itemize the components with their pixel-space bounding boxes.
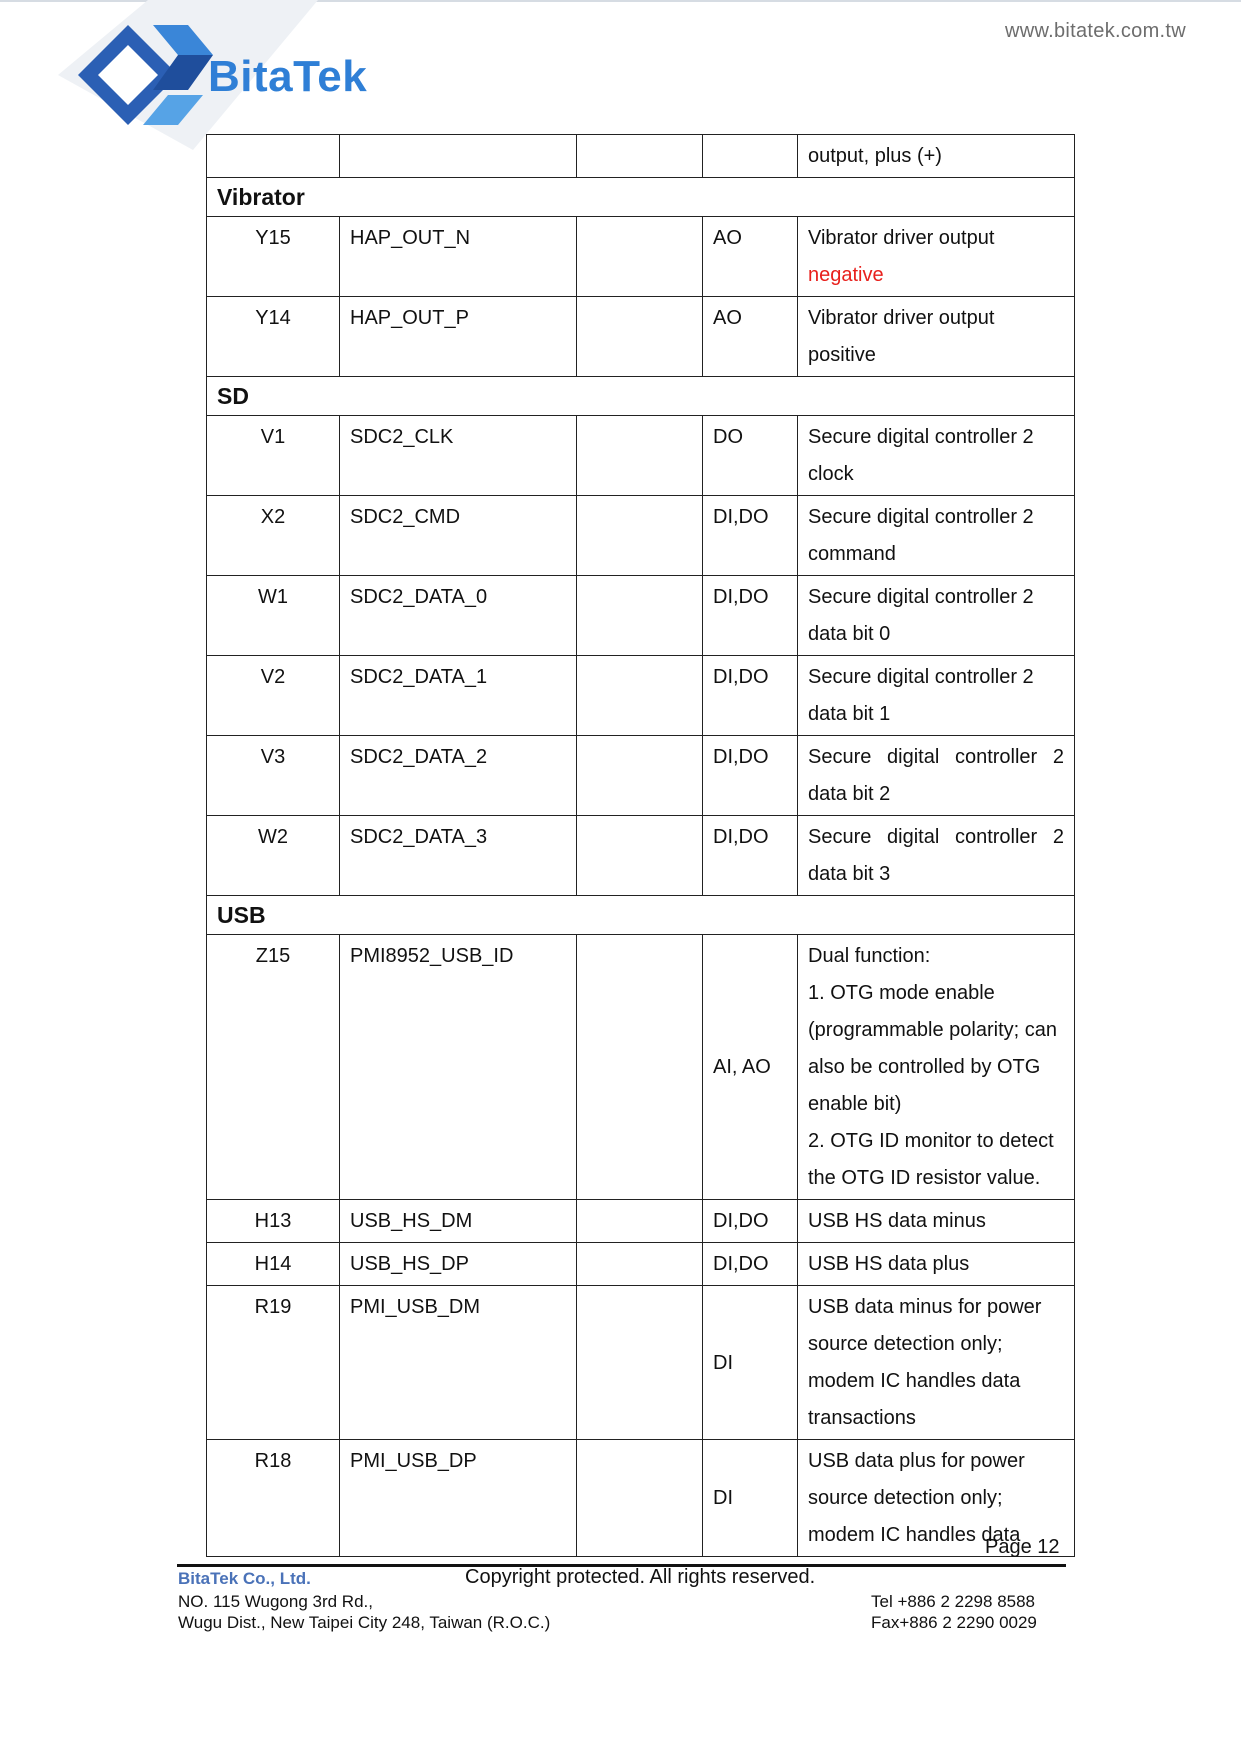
section-title: USB xyxy=(207,896,1075,935)
address-line-2: Wugu Dist., New Taipei City 248, Taiwan (R.O.C.) xyxy=(178,1613,551,1632)
table-row xyxy=(207,816,1075,896)
telephone: Tel +886 2 2298 8588 xyxy=(871,1592,1036,1611)
description-cell: Secure digital controller 2 data bit 2 xyxy=(798,736,1075,816)
table-row xyxy=(207,496,1075,576)
section-row-vibrator xyxy=(207,178,1075,217)
description-cell: Vibrator driver output positive xyxy=(798,297,1075,377)
company-name: BitaTek Co., Ltd. xyxy=(178,1569,311,1588)
type-cell: DI,DO xyxy=(703,816,798,896)
type-cell: DI,DO xyxy=(703,1200,798,1243)
pin-cell: W1 xyxy=(207,576,340,656)
copyright-notice: Copyright protected. All rights reserved. xyxy=(465,1566,816,1588)
description-cell: Secure digital controller 2 clock xyxy=(798,416,1075,496)
address-line-1: NO. 115 Wugong 3rd Rd., xyxy=(178,1592,373,1611)
table-row xyxy=(207,576,1075,656)
type-cell: AO xyxy=(703,217,798,297)
pin-cell: V3 xyxy=(207,736,340,816)
table-row xyxy=(207,217,1075,297)
description-cell: output, plus (+) xyxy=(798,135,1075,178)
pin-cell: R18 xyxy=(207,1440,340,1557)
description-cell: Secure digital controller 2 command xyxy=(798,496,1075,576)
type-cell: DO xyxy=(703,416,798,496)
blank-cell xyxy=(577,297,703,377)
section-title: Vibrator xyxy=(207,178,1075,217)
table-row xyxy=(207,135,1075,178)
blank-cell xyxy=(577,135,703,178)
pin-cell: Y15 xyxy=(207,217,340,297)
blank-cell xyxy=(577,576,703,656)
description-cell xyxy=(798,217,1075,297)
blank-cell xyxy=(577,1200,703,1243)
website-url: www.bitatek.com.tw xyxy=(1004,20,1186,42)
signal-cell: SDC2_CLK xyxy=(340,416,577,496)
signal-cell: PMI_USB_DP xyxy=(340,1440,577,1557)
type-cell: AO xyxy=(703,297,798,377)
type-cell: DI xyxy=(703,1440,798,1557)
signal-cell: USB_HS_DM xyxy=(340,1200,577,1243)
blank-cell xyxy=(577,416,703,496)
signal-cell: SDC2_DATA_2 xyxy=(340,736,577,816)
blank-cell xyxy=(577,1286,703,1440)
description-line: 2. OTG ID monitor to detect the OTG ID resistor value. xyxy=(808,1130,1054,1189)
signal-cell xyxy=(340,135,577,178)
pin-table xyxy=(206,134,1075,1557)
signal-cell: PMI_USB_DM xyxy=(340,1286,577,1440)
blank-cell xyxy=(577,496,703,576)
section-row-sd xyxy=(207,377,1075,416)
table-row xyxy=(207,935,1075,1200)
type-cell: DI,DO xyxy=(703,576,798,656)
pin-cell: V2 xyxy=(207,656,340,736)
signal-cell: SDC2_DATA_1 xyxy=(340,656,577,736)
description-cell xyxy=(798,935,1075,1200)
type-cell: DI,DO xyxy=(703,736,798,816)
logo-wordmark: BitaTek xyxy=(208,52,368,101)
pin-cell: X2 xyxy=(207,496,340,576)
description-highlight: negative xyxy=(808,264,884,286)
pin-cell: Z15 xyxy=(207,935,340,1200)
type-cell: DI,DO xyxy=(703,496,798,576)
type-cell xyxy=(703,135,798,178)
table-row xyxy=(207,297,1075,377)
description-cell: Secure digital controller 2 data bit 3 xyxy=(798,816,1075,896)
signal-cell: PMI8952_USB_ID xyxy=(340,935,577,1200)
signal-cell: SDC2_DATA_0 xyxy=(340,576,577,656)
table-row xyxy=(207,1440,1075,1557)
table-row xyxy=(207,1200,1075,1243)
description-cell: Secure digital controller 2 data bit 1 xyxy=(798,656,1075,736)
description-cell: USB HS data minus xyxy=(798,1200,1075,1243)
description-cell: USB data plus for power source detection only; modem IC handles data xyxy=(798,1440,1075,1557)
blank-cell xyxy=(577,935,703,1200)
section-row-usb xyxy=(207,896,1075,935)
pin-cell: R19 xyxy=(207,1286,340,1440)
page-number: Page 12 xyxy=(985,1536,1060,1558)
section-title: SD xyxy=(207,377,1075,416)
pin-cell xyxy=(207,135,340,178)
pin-cell: W2 xyxy=(207,816,340,896)
description-line: Dual function: xyxy=(808,945,931,967)
pin-cell: V1 xyxy=(207,416,340,496)
description-cell: USB HS data plus xyxy=(798,1243,1075,1286)
table-row xyxy=(207,656,1075,736)
type-cell: DI xyxy=(703,1286,798,1440)
blank-cell xyxy=(577,816,703,896)
description-cell: USB data minus for power source detection only; modem IC handles data transactions xyxy=(798,1286,1075,1440)
type-cell: DI,DO xyxy=(703,1243,798,1286)
signal-cell: HAP_OUT_N xyxy=(340,217,577,297)
pin-cell: H14 xyxy=(207,1243,340,1286)
pin-cell: Y14 xyxy=(207,297,340,377)
description-line: 1. OTG mode enable (programmable polarity; can also be controlled by OTG enable bit) xyxy=(808,982,1057,1115)
type-cell: DI,DO xyxy=(703,656,798,736)
signal-cell: HAP_OUT_P xyxy=(340,297,577,377)
table-row xyxy=(207,736,1075,816)
type-cell: AI, AO xyxy=(703,935,798,1200)
blank-cell xyxy=(577,736,703,816)
description-cell: Secure digital controller 2 data bit 0 xyxy=(798,576,1075,656)
signal-cell: USB_HS_DP xyxy=(340,1243,577,1286)
table-row xyxy=(207,1286,1075,1440)
blank-cell xyxy=(577,217,703,297)
description-text: Vibrator driver output xyxy=(808,227,995,249)
table-row xyxy=(207,1243,1075,1286)
blank-cell xyxy=(577,1243,703,1286)
signal-cell: SDC2_DATA_3 xyxy=(340,816,577,896)
blank-cell xyxy=(577,656,703,736)
blank-cell xyxy=(577,1440,703,1557)
table-row xyxy=(207,416,1075,496)
signal-cell: SDC2_CMD xyxy=(340,496,577,576)
fax: Fax+886 2 2290 0029 xyxy=(871,1613,1037,1632)
pin-cell: H13 xyxy=(207,1200,340,1243)
